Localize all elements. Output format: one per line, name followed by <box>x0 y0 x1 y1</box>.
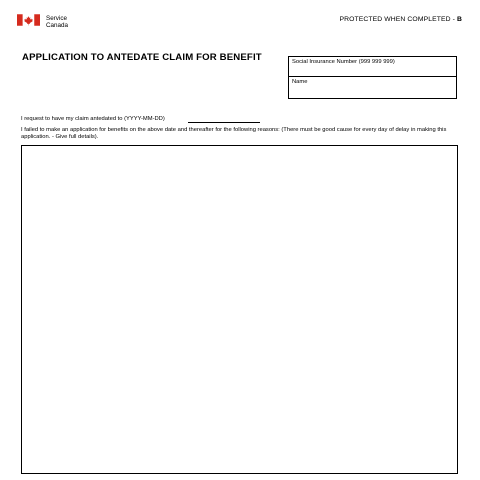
department-name-line-1: Service <box>46 15 67 22</box>
form-title: APPLICATION TO ANTEDATE CLAIM FOR BENEFIT <box>22 52 262 63</box>
antedate-label: I request to have my claim antedated to (YYYY-MM-DD) <box>21 116 165 122</box>
sin-field-box[interactable] <box>288 56 457 77</box>
sin-field-label: Social Insurance Number (999 999 999) <box>292 59 395 65</box>
protected-level: B <box>456 16 462 23</box>
protected-label: PROTECTED WHEN COMPLETED - <box>339 16 455 23</box>
antedate-date-input[interactable] <box>188 114 260 123</box>
reasons-textarea[interactable] <box>21 145 458 474</box>
name-field-label: Name <box>292 79 308 85</box>
canada-flag-icon <box>17 14 40 26</box>
name-field-box[interactable] <box>288 76 457 99</box>
department-name-line-2: Canada <box>46 22 69 29</box>
reasons-label: I failed to make an application for benefits on the above date and thereafter for the following reasons: (There must be good cause for every day of delay in making this application. - Give full details). <box>21 127 447 141</box>
department-name <box>46 15 68 29</box>
protected-designation <box>339 16 462 23</box>
